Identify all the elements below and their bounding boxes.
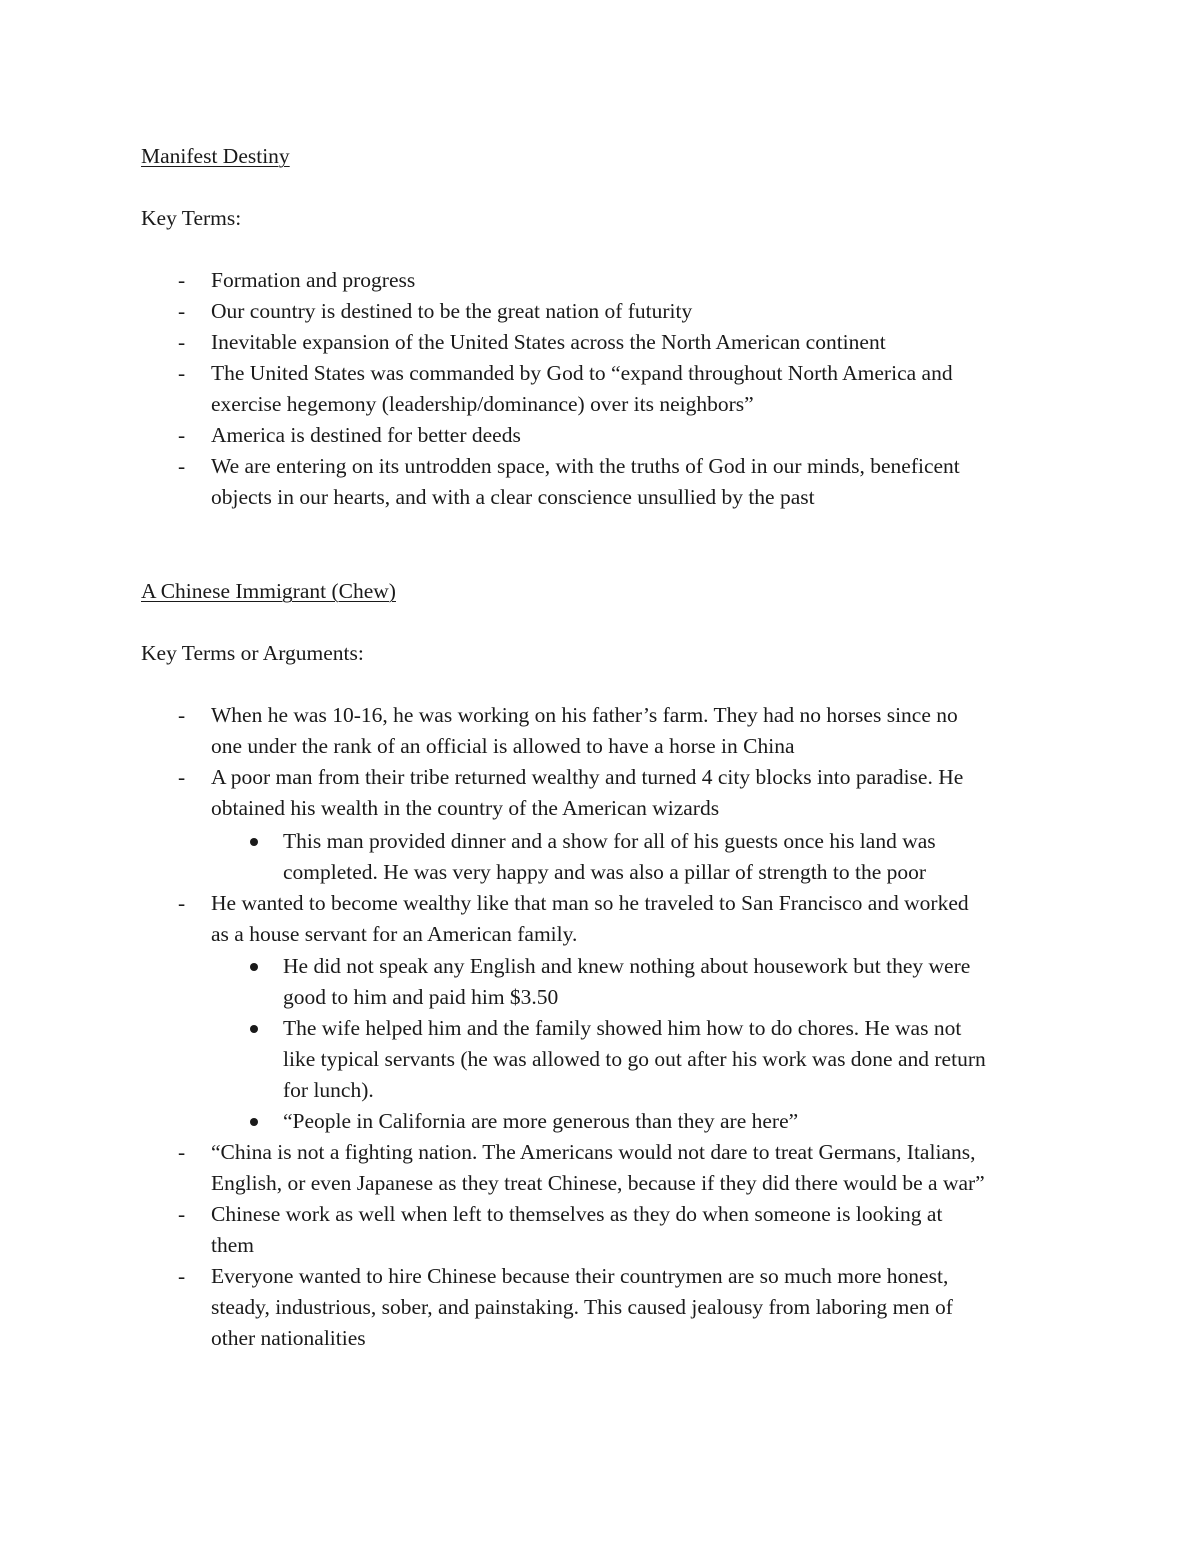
list-item: Chinese work as well when left to themselves as they do when someone is looking at [211,1202,943,1226]
dash-marker: - [178,330,186,354]
sub-list-item-continuation: good to him and paid him $3.50 [283,985,559,1009]
list-item: When he was 10-16, he was working on his father’s farm. They had no horses since no [211,703,958,727]
list-item: The United States was commanded by God to “expand throughout North America and [211,361,953,385]
list-item: He wanted to become wealthy like that man so he traveled to San Francisco and worked [211,891,969,915]
list-item-continuation: them [211,1233,254,1257]
bullet-dot-icon [250,1118,258,1126]
dash-marker: - [178,1202,186,1226]
dash-marker: - [178,268,186,292]
list-item-continuation: other nationalities [211,1326,366,1350]
dash-marker: - [178,1264,186,1288]
list-item: A poor man from their tribe returned wealthy and turned 4 city blocks into paradise. He [211,765,964,789]
sub-list-item: This man provided dinner and a show for all of his guests once his land was [283,829,936,853]
dash-marker: - [178,1140,186,1164]
list-item-continuation: as a house servant for an American family. [211,922,578,946]
sub-list-item-continuation: completed. He was very happy and was also a pillar of strength to the poor [283,860,927,884]
list-item: Everyone wanted to hire Chinese because their countrymen are so much more honest, [211,1264,949,1288]
dash-marker: - [178,423,186,447]
dash-marker: - [178,703,186,727]
bullet-dot-icon [250,838,258,846]
list-item: America is destined for better deeds [211,423,521,447]
list-item: Our country is destined to be the great nation of futurity [211,299,693,323]
bullet-dot-icon [250,963,258,971]
sub-list-item: The wife helped him and the family showed him how to do chores. He was not [283,1016,962,1040]
sub-list-item-continuation: for lunch). [283,1078,374,1102]
list-item-continuation: obtained his wealth in the country of the American wizards [211,796,720,820]
list-item-continuation: objects in our hearts, and with a clear conscience unsullied by the past [211,485,815,509]
dash-marker: - [178,299,186,323]
list-item-continuation: steady, industrious, sober, and painstaking. This caused jealousy from laboring men of [211,1295,953,1319]
list-item-continuation: one under the rank of an official is allowed to have a horse in China [211,734,795,758]
sub-list-item-continuation: like typical servants (he was allowed to go out after his work was done and return [283,1047,986,1071]
list-item: Inevitable expansion of the United States across the North American continent [211,330,886,354]
list-item: Formation and progress [211,268,416,292]
section-heading: Key Terms: [141,206,242,230]
dash-marker: - [178,891,186,915]
bullet-dot-icon [250,1025,258,1033]
sub-list-item: He did not speak any English and knew nothing about housework but they were [283,954,971,978]
list-item-continuation: exercise hegemony (leadership/dominance) over its neighbors” [211,392,754,416]
section-title: A Chinese Immigrant (Chew) [141,579,396,603]
sub-list-item: “People in California are more generous than they are here” [283,1109,799,1133]
list-item-continuation: English, or even Japanese as they treat Chinese, because if they did there would be a war” [211,1171,985,1195]
section-heading: Key Terms or Arguments: [141,641,364,665]
dash-marker: - [178,454,186,478]
list-item: “China is not a fighting nation. The Americans would not dare to treat Germans, Italians, [211,1140,976,1164]
dash-marker: - [178,361,186,385]
dash-marker: - [178,765,186,789]
list-item: We are entering on its untrodden space, with the truths of God in our minds, beneficent [211,454,960,478]
section-title: Manifest Destiny [141,144,290,168]
